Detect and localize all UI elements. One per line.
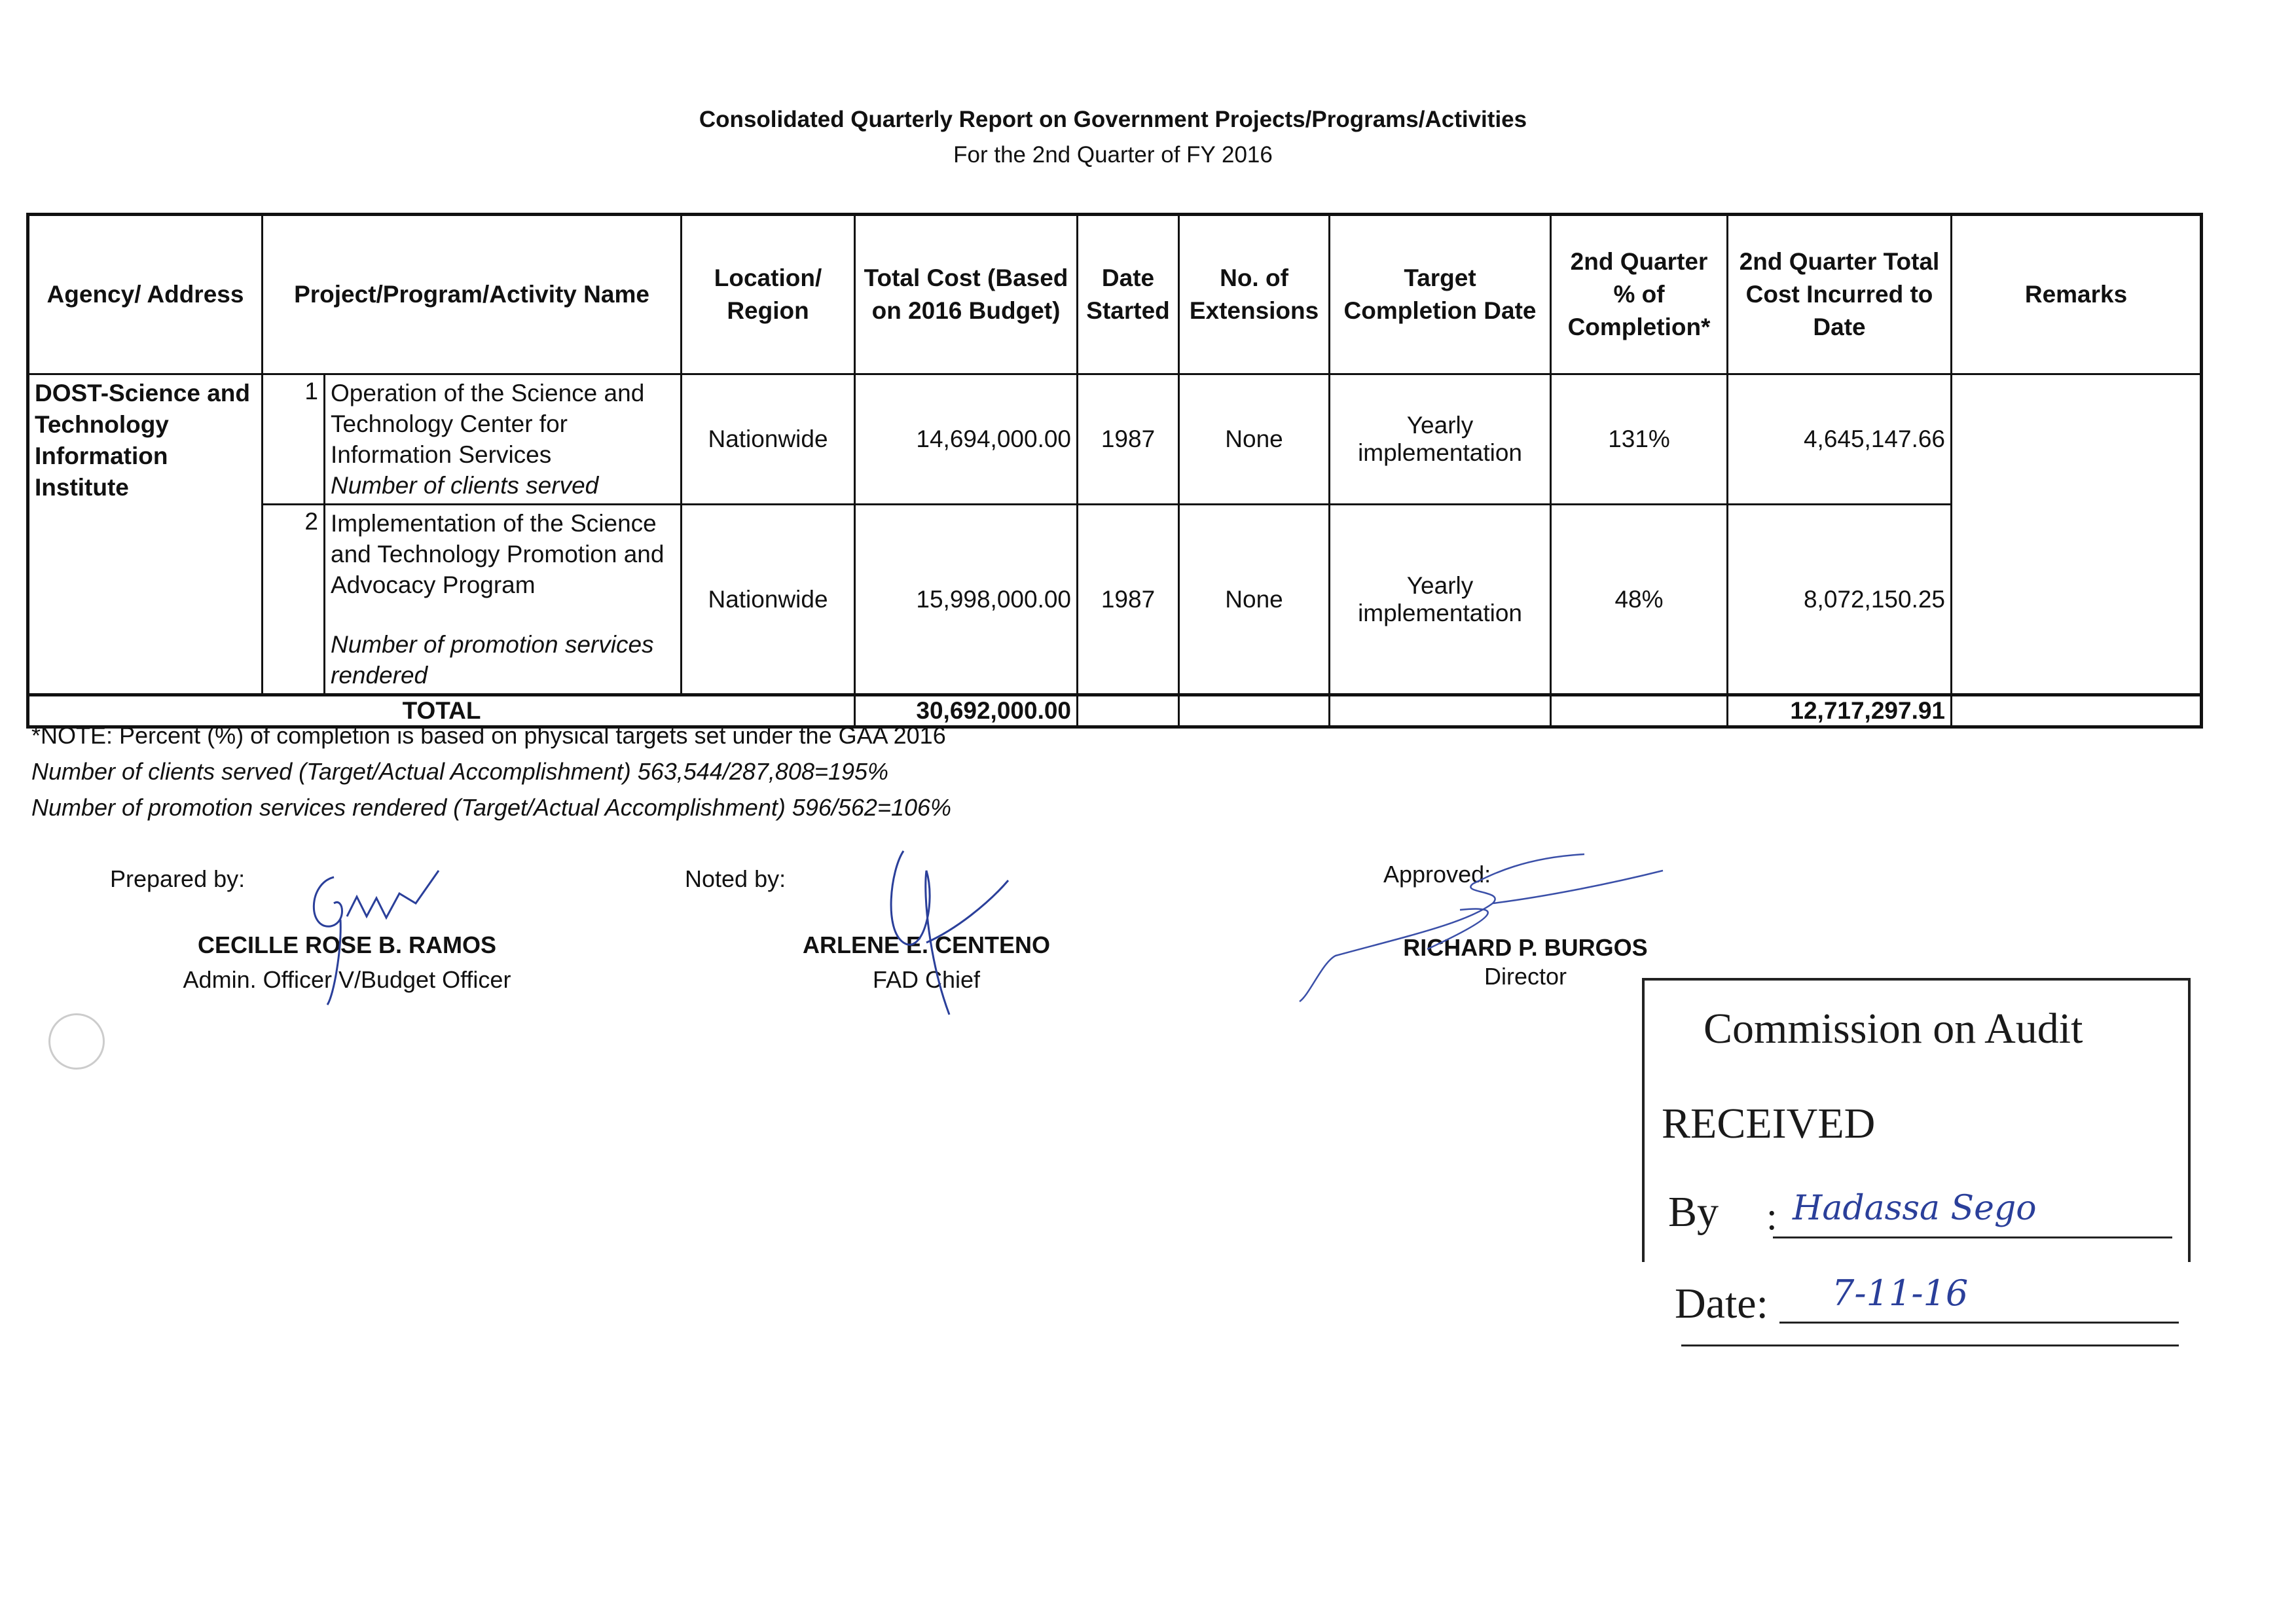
empty-cell [1179, 695, 1330, 727]
header-row [28, 215, 2202, 374]
prepared-by-signature [295, 857, 452, 1008]
approved-position: Director [1484, 963, 1567, 990]
noted-by-signature [877, 844, 1034, 1021]
col-header-extensions: No. of Extensions [1179, 215, 1330, 374]
location-cell: Nationwide [682, 505, 855, 695]
note-promotion-services: Number of promotion services rendered (Target/Actual Accomplishment) 596/562=106% [31, 794, 952, 821]
table-row [28, 505, 2202, 695]
col-header-pct-completion: 2nd Quarter % of Completion* [1551, 215, 1728, 374]
empty-cell [1551, 695, 1728, 727]
col-header-location: Location/ Region [682, 215, 855, 374]
project-name-cell [325, 374, 682, 505]
received-stamp: Commission on Audit RECEIVED By : Hadassa Sego Date: 7-11-16 [1642, 965, 2179, 1344]
stamp-bottom-line [1681, 1344, 2179, 1346]
stamp-title: Commission on Audit [1704, 1005, 2083, 1053]
stamp-by-line [1773, 1236, 2172, 1238]
empty-cell [1952, 695, 2202, 727]
pct-completion-cell: 48% [1551, 505, 1728, 695]
col-header-agency: Agency/ Address [28, 215, 263, 374]
date-started-cell: 1987 [1078, 374, 1179, 505]
cost-incurred-cell: 8,072,150.25 [1728, 505, 1952, 695]
stamp-date-label: Date: [1675, 1280, 1768, 1327]
cost-incurred-cell: 4,645,147.66 [1728, 374, 1952, 505]
project-indicator: Number of promotion services rendered [331, 631, 654, 689]
stamp-date-value: 7-11-16 [1832, 1272, 1969, 1314]
prepared-by-position: Admin. Officer V/Budget Officer [183, 966, 511, 993]
stamp-by-signature: Hadassa Sego [1793, 1189, 2037, 1228]
row-number: 1 [263, 374, 325, 505]
extensions-cell: None [1179, 505, 1330, 695]
project-name-cell [325, 505, 682, 695]
extensions-cell: None [1179, 374, 1330, 505]
empty-cell [1078, 695, 1179, 727]
note-clients-served: Number of clients served (Target/Actual Accomplishment) 563,544/287,808=195% [31, 758, 889, 785]
col-header-target-completion: Target Completion Date [1330, 215, 1551, 374]
report-table [26, 213, 2203, 729]
target-completion-cell: Yearly implementation [1330, 374, 1551, 505]
location-cell: Nationwide [682, 374, 855, 505]
report-title: Consolidated Quarterly Report on Government Projects/Programs/Activities [699, 107, 1527, 132]
col-header-cost-incurred: 2nd Quarter Total Cost Incurred to Date [1728, 215, 1952, 374]
table-row [28, 374, 2202, 505]
stamp-received: RECEIVED [1662, 1100, 1876, 1147]
row-number: 2 [263, 505, 325, 695]
date-started-cell: 1987 [1078, 505, 1179, 695]
approved-signature [1296, 844, 1676, 1008]
noted-by-position: FAD Chief [872, 966, 981, 993]
note-completion-basis: *NOTE: Percent (%) of completion is based on physical targets set under the GAA 2016 [31, 722, 946, 749]
total-cost-cell: 15,998,000.00 [855, 505, 1078, 695]
pct-completion-cell: 131% [1551, 374, 1728, 505]
approved-name: RICHARD P. BURGOS [1403, 934, 1648, 961]
col-header-total-cost: Total Cost (Based on 2016 Budget) [855, 215, 1078, 374]
col-header-remarks: Remarks [1952, 215, 2202, 374]
prepared-by-name: CECILLE ROSE B. RAMOS [197, 931, 497, 958]
col-header-project: Project/Program/Activity Name [263, 215, 682, 374]
project-name: Operation of the Science and Technology Center for Information Services [331, 380, 645, 468]
approved-label: Approved: [1383, 861, 1491, 888]
agency-cell: DOST-Science and Technology Information Institute [28, 374, 263, 695]
stamp-date-line [1779, 1322, 2179, 1324]
stamp-by-label: By [1668, 1188, 1719, 1236]
remarks-cell [1952, 374, 2202, 695]
total-label: TOTAL [28, 695, 855, 727]
punch-hole [48, 1013, 105, 1070]
report-subtitle: For the 2nd Quarter of FY 2016 [953, 142, 1273, 168]
project-name: Implementation of the Science and Technology Promotion and Advocacy Program [331, 510, 665, 598]
prepared-by-label: Prepared by: [110, 865, 246, 892]
project-indicator: Number of clients served [331, 472, 599, 499]
empty-cell [1330, 695, 1551, 727]
cost-incurred-sum: 12,717,297.91 [1728, 695, 1952, 727]
noted-by-label: Noted by: [685, 865, 786, 892]
target-completion-cell: Yearly implementation [1330, 505, 1551, 695]
total-cost-sum: 30,692,000.00 [855, 695, 1078, 727]
total-cost-cell: 14,694,000.00 [855, 374, 1078, 505]
noted-by-name: ARLENE E. CENTENO [802, 931, 1051, 958]
col-header-date-started: Date Started [1078, 215, 1179, 374]
